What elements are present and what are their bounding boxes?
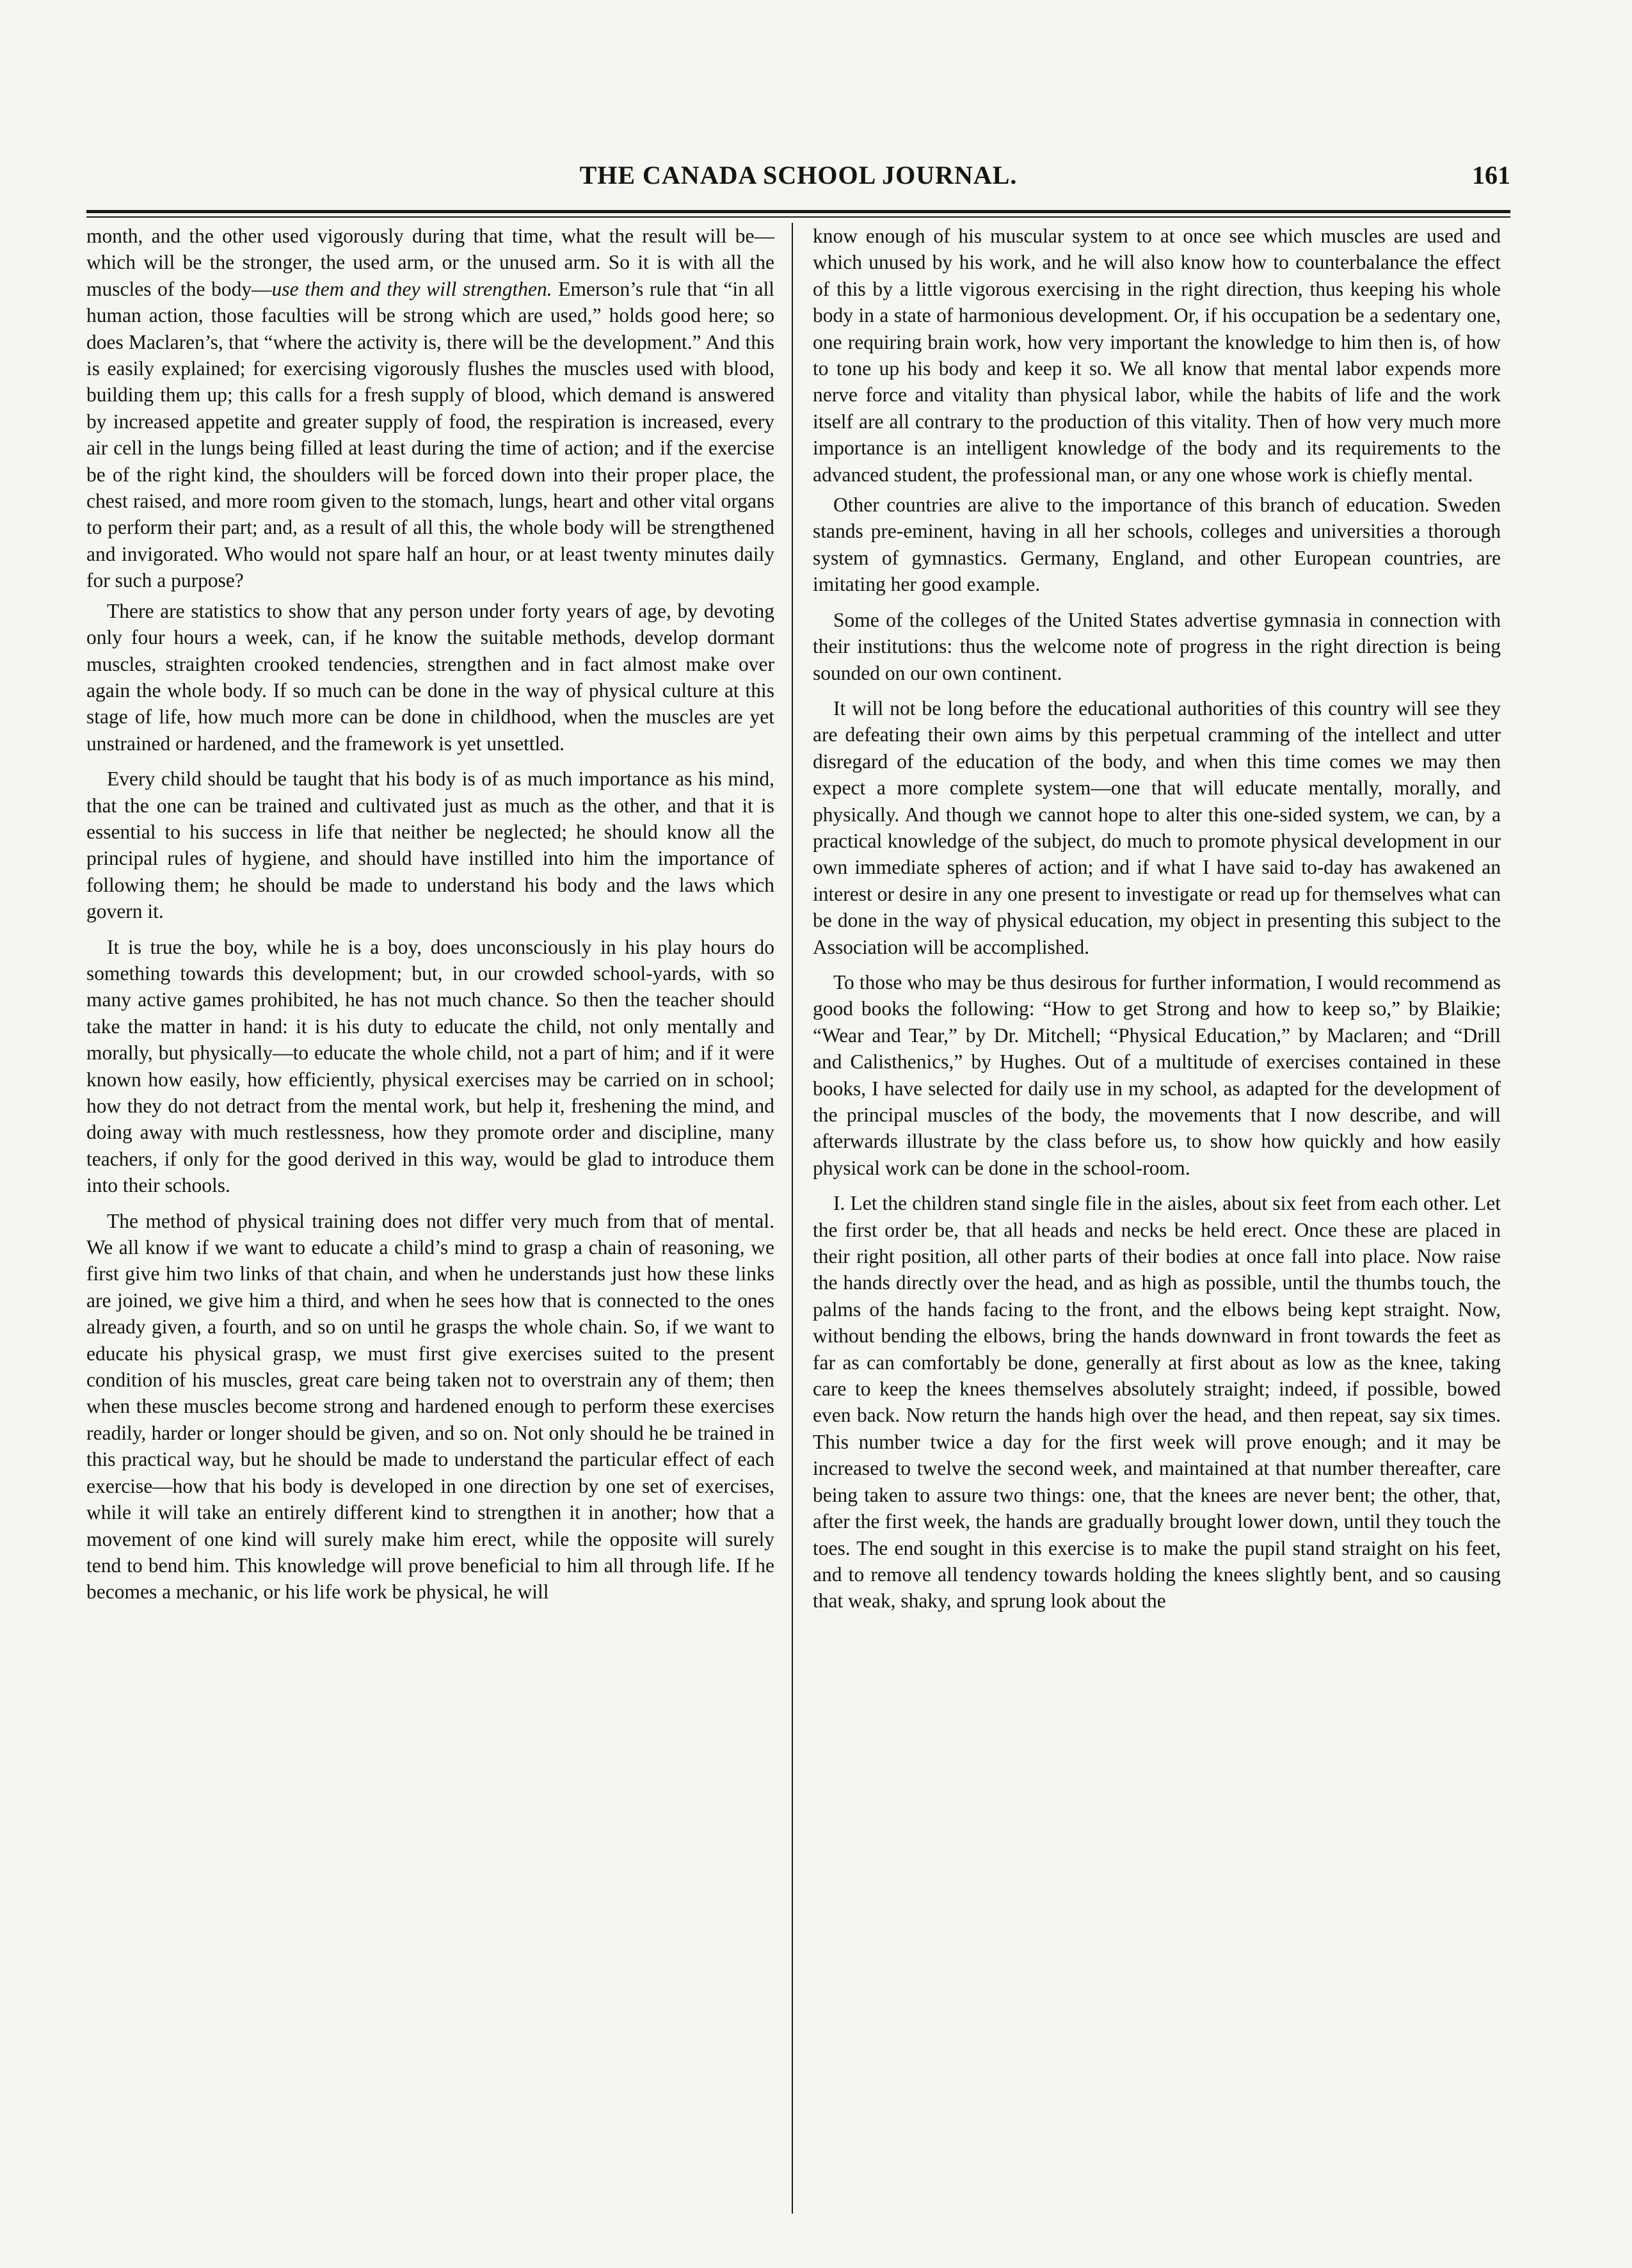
header-rule-thin	[86, 216, 1510, 218]
left-paragraph-4: It is true the boy, while he is a boy, does unconsciously in his play hours do something towards this development; but, in our crowded school-yards, with so many active games prohibited, he has not much chance. So then the teacher should take the matter in hand: it is his duty to educate the child, not only mentally and morally, but physically—to educate the whole child, not a part of him; and if it were known how easily, how efficiently, physical exercises may be carried on in school; how they do not detract from the mental work, but help it, freshening the mind, and doing away with much restlessness, how they promote order and discipline, many teachers, if only for the good derived in this way, would be glad to introduce them into their schools.	[86, 935, 774, 1197]
text-columns	[86, 223, 1510, 2207]
right-paragraph-4: It will not be long before the educational authorities of this country will see they are defeating their own aims by this perpetual cramming of the intellect and utter disregard of the education of the body, and when this time comes we may then expect a more complete system—one that will educate mentally, morally, and physically. And though we cannot hope to alter this one-sided system, we can, by a practical knowledge of the subject, do much to promote physical development in our own immediate spheres of action; and if what I have said to-day has awakened an interest or desire in any one present to investigate or read up for themselves what can be done in the way of physical education, my object in presenting this subject to the Association will be accomplished.	[813, 696, 1501, 958]
left-column	[86, 223, 774, 1609]
journal-page	[86, 160, 1510, 2207]
right-paragraph-1: know enough of his muscular system to at once see which muscles are used and which unused by his work, and he will also know how to counterbalance the effect of this by a little vigorous exercising in the right direction, thus keeping his whole body in a state of harmonious development. Or, if his occupation be a sedentary one, one requiring brain work, how very important the knowledge to him then is, of how to tone up his body and keep it so. We all know that mental labor expends more nerve force and vitality than physical labor, while the habits of life and the work itself are all contrary to the production of this vitality. Then of how very much more importance is an intelligent knowledge of the body and its requirements to the advanced student, the professional man, or any one whose work is chiefly mental.	[813, 225, 1501, 486]
right-paragraph-2: Other countries are alive to the importance of this branch of education. Sweden stands pre-eminent, having in all her schools, colleges and universities a thorough system of gymnastics. Germany, England, and other European countries, are imitating her good example.	[813, 494, 1501, 596]
left-p1-after: Emerson’s rule that “in all human action, those faculties will be strong which are used,” holds good here; so does Maclaren’s, that “where the activity is, there will be the development.” And this is easily explained; for exercising vigorously flushes the muscles used with blood, building them up; this calls for a fresh supply of blood, which demand is answered by increased appetite and greater supply of food, the respiration is increased, every air cell in the lungs being filled at least during the time of action; and if the exercise be of the right kind, the shoulders will be forced down into their proper place, the chest raised, and more room given to the stomach, lungs, heart and other vital organs to perform their part; and, as a result of all this, the whole body will be strengthened and invigorated. Who would not spare half an hour, or at least twenty minutes daily for such a purpose?	[86, 277, 774, 592]
right-column	[813, 223, 1501, 1618]
column-divider	[792, 223, 793, 2214]
left-p1-before: month, and the other used vigorously during that time, what the result will be—which will be the stronger, the used arm, or the unused arm. So it is with all the muscles of the body—	[86, 225, 774, 300]
left-p1-emphasis: use them and they will strengthen.	[271, 277, 552, 300]
right-paragraph-6: I. Let the children stand single file in the aisles, about six feet from each other. Let the first order be, that all heads and necks be held erect. Once these are placed in their right position, all other parts of their bodies at once fall into place. Now raise the hands directly over the head, and as high as possible, until the thumbs touch, the palms of the hands facing to the front, and the elbows being kept straight. Now, without bending the elbows, bring the hands downward in front towards the feet as far as can comfortably be done, generally at first about as low as the knee, taking care to keep the knees themselves absolutely straight; indeed, if possible, bowed even back. Now return the hands high over the head, and then repeat, say six times. This number twice a day for the first week will prove enough; and it may be increased to twelve the second week, and maintained at that number thereafter, care being taken to assure two things: one, that the knees are never bent; the other, that, after the first week, the hands are gradually brought lower down, until they touch the toes. The end sought in this exercise is to make the pupil stand straight on his feet, and to remove all tendency towards holding the knees slightly bent, and so causing that weak, shaky, and sprung look about the	[813, 1192, 1501, 1613]
left-paragraph-2: There are statistics to show that any person under forty years of age, by devoting only four hours a week, can, if he know the suitable methods, develop dormant muscles, straighten crooked tendencies, strengthen and in fact almost make over again the whole body. If so much can be done in the way of physical culture at this stage of life, how much more can be done in childhood, when the muscles are yet unstrained or hardened, and the framework is yet unsettled.	[86, 599, 774, 755]
right-paragraph-3: Some of the colleges of the United States advertise gymnasia in connection with their institutions: thus the welcome note of progress in the right direction is being sounded on our own continent.	[813, 608, 1501, 684]
page-header	[86, 160, 1510, 198]
page-number: 161	[1472, 161, 1510, 189]
right-paragraph-5: To those who may be thus desirous for further information, I would recommend as good books the following: “How to get Strong and how to keep so,” by Blaikie; “Wear and Tear,” by Dr. Mitchell; “Physical Education,” by Maclaren; and “Drill and Calisthenics,” by Hughes. Out of a multitude of exercises contained in these books, I have selected for daily use in my school, as adapted for the development of the principal muscles of the body, the movements that I now describe, and will afterwards illustrate by the class before us, to show how quickly and how easily physical work can be done in the school-room.	[813, 970, 1501, 1179]
header-rule-thick	[86, 210, 1510, 213]
left-paragraph-5: The method of physical training does not differ very much from that of mental. We all know if we want to educate a child’s mind to grasp a chain of reasoning, we first give him two links of that chain, and when he understands just how these links are joined, we give him a third, and when he sees how that is connected to the ones already given, a fourth, and so on until he grasps the whole chain. So, if we want to educate his physical grasp, we must first give exercises suited to the present condition of his muscles, great care being taken not to overstrain any of them; then when these muscles become strong and hardened enough to perform these exercises readily, harder or longer should be given, and so on. Not only should he be trained in this practical way, but he should be made to understand the particular effect of each exercise—how that his body is developed in one direction by one set of exercises, while it will take an entirely different kind to strengthen it in another; how that a movement of one kind will surely make him erect, while the opposite will surely tend to bend him. This knowledge will prove beneficial to him all through life. If he becomes a mechanic, or his life work be physical, he will	[86, 1209, 774, 1604]
running-title: THE CANADA SCHOOL JOURNAL.	[579, 161, 1018, 189]
left-paragraph-1	[86, 223, 774, 594]
left-paragraph-3: Every child should be taught that his body is of as much importance as his mind, that the one can be trained and cultivated just as much as the other, and that it is essential to his success in life that neither be neglected; he should know all the principal rules of hygiene, and should have instilled into him the importance of following them; he should be made to understand his body and the laws which govern it.	[86, 768, 774, 923]
